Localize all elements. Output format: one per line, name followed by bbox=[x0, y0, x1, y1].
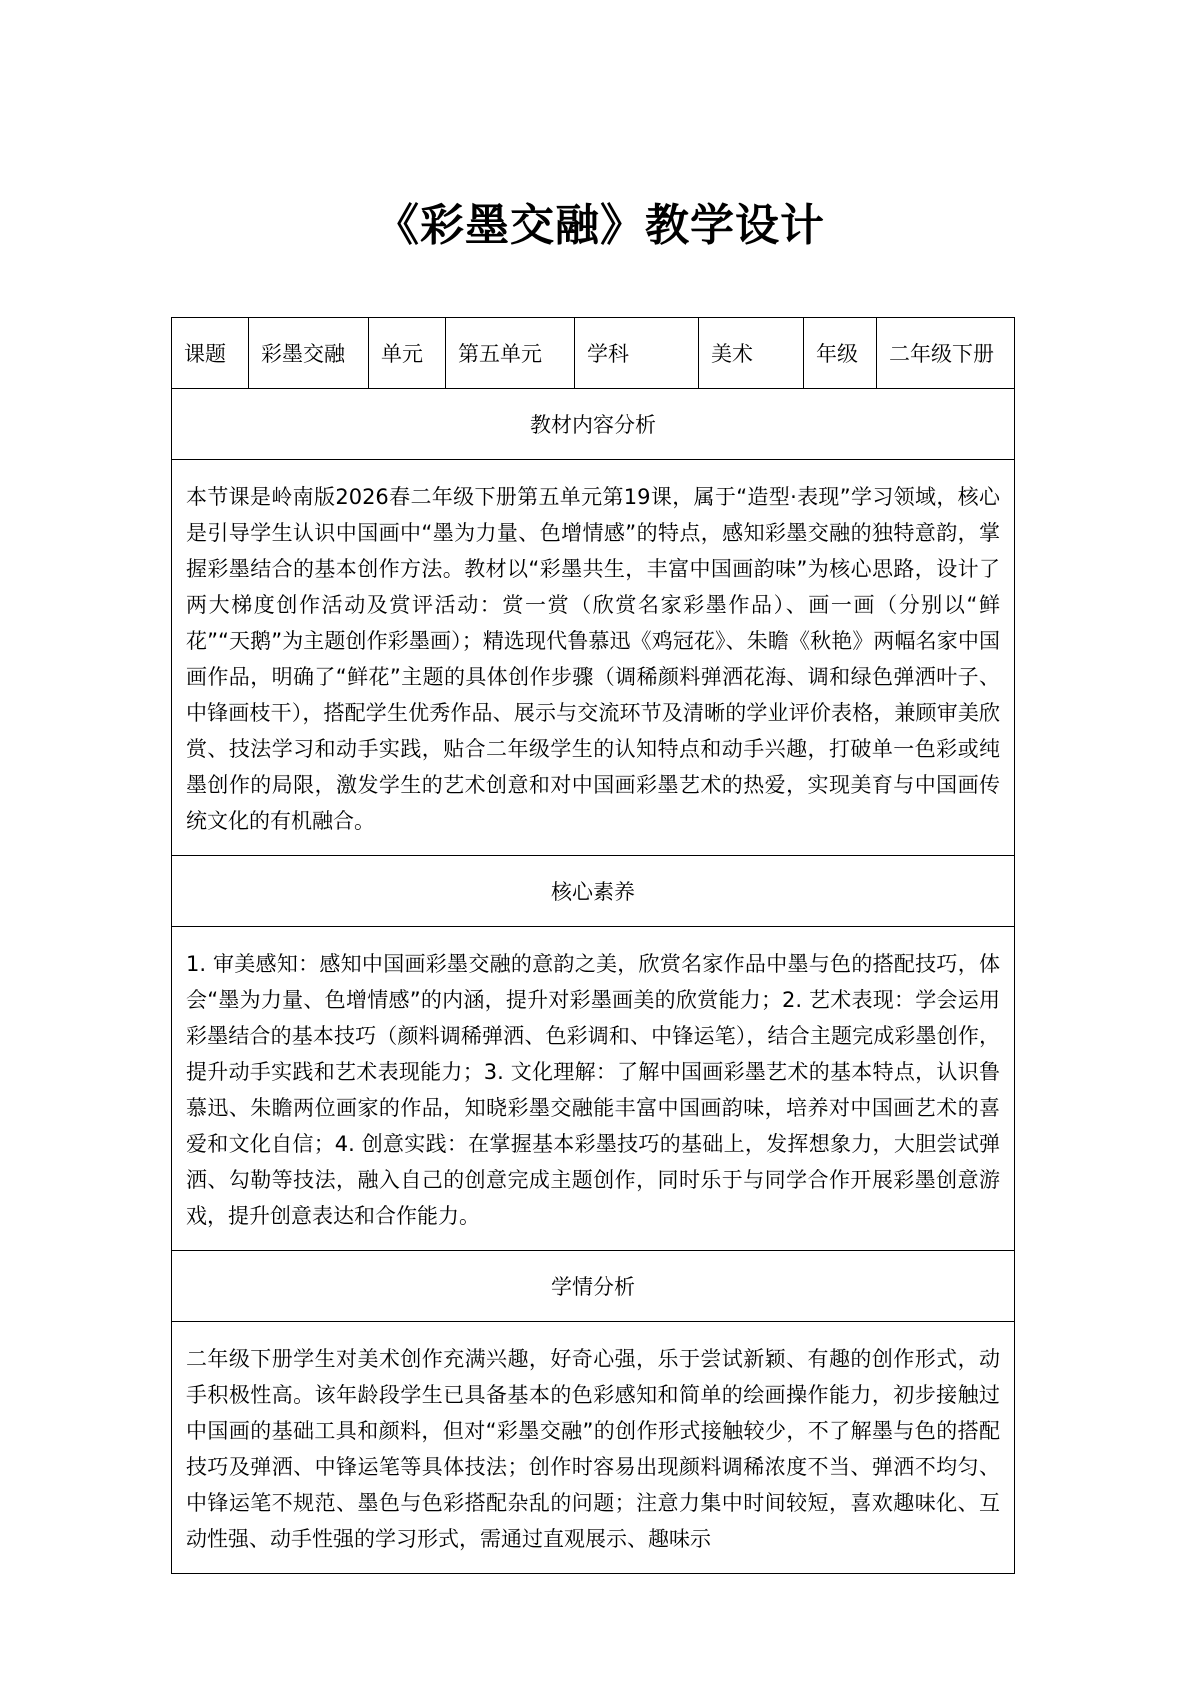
section-body-student-analysis: 二年级下册学生对美术创作充满兴趣，好奇心强，乐于尝试新颖、有趣的创作形式，动手积极性高。该年龄段学生已具备基本的色彩感知和简单的绘画操作能力，初步接触过中国画的基础工具和颜料，但对“彩墨交融”的创作形式接触较少，不了解墨与色的搭配技巧及弹洒、中锋运笔等具体技法；创作时容易出现颜料调稀浓度不当、弹洒不均匀、中锋运笔不规范、墨色与色彩搭配杂乱的问题；注意力集中时间较短，喜欢趣味化、互动性强、动手性强的学习形式，需通过直观展示、趣味示 bbox=[186, 1347, 1000, 1551]
grade-label: 年级 bbox=[804, 318, 877, 389]
topic-value: 彩墨交融 bbox=[249, 318, 369, 389]
section-body-row bbox=[172, 1322, 1015, 1574]
subject-value: 美术 bbox=[699, 318, 804, 389]
section-header-row bbox=[172, 389, 1015, 460]
section-heading-student-analysis: 学情分析 bbox=[172, 1251, 1015, 1322]
unit-label: 单元 bbox=[369, 318, 446, 389]
unit-value: 第五单元 bbox=[446, 318, 575, 389]
section-header-row bbox=[172, 856, 1015, 927]
section-header-row bbox=[172, 1251, 1015, 1322]
grade-value: 二年级下册 bbox=[877, 318, 1015, 389]
section-heading-core-literacy: 核心素养 bbox=[172, 856, 1015, 927]
section-heading-textbook-analysis: 教材内容分析 bbox=[172, 389, 1015, 460]
info-row bbox=[172, 318, 1015, 389]
subject-label: 学科 bbox=[575, 318, 699, 389]
section-body-textbook-analysis: 本节课是岭南版2026春二年级下册第五单元第19课，属于“造型·表现”学习领域，核心是引导学生认识中国画中“墨为力量、色增情感”的特点，感知彩墨交融的独特意韵，掌握彩墨结合的基本创作方法。教材以“彩墨共生，丰富中国画韵味”为核心思路，设计了两大梯度创作活动及赏评活动：赏一赏（欣赏名家彩墨作品）、画一画（分别以“鲜花”“天鹅”为主题创作彩墨画）；精选现代鲁慕迅《鸡冠花》、朱瞻《秋艳》两幅名家中国画作品，明确了“鲜花”主题的具体创作步骤（调稀颜料弹洒花海、调和绿色弹洒叶子、中锋画枝干），搭配学生优秀作品、展示与交流环节及清晰的学业评价表格，兼顾审美欣赏、技法学习和动手实践，贴合二年级学生的认知特点和动手兴趣，打破单一色彩或纯墨创作的局限，激发学生的艺术创意和对中国画彩墨艺术的热爱，实现美育与中国画传统文化的有机融合。 bbox=[172, 460, 1015, 856]
section-body-row bbox=[172, 927, 1015, 1251]
section-body-student-analysis-cell bbox=[172, 1322, 1015, 1574]
topic-label: 课题 bbox=[172, 318, 249, 389]
lesson-plan-table bbox=[171, 317, 1015, 1574]
document-title: 《彩墨交融》教学设计 bbox=[375, 200, 825, 251]
section-body-row bbox=[172, 460, 1015, 856]
section-body-core-literacy: 1. 审美感知：感知中国画彩墨交融的意韵之美，欣赏名家作品中墨与色的搭配技巧，体会“墨为力量、色增情感”的内涵，提升对彩墨画美的欣赏能力；2. 艺术表现：学会运用彩墨结合的基本技巧（颜料调稀弹洒、色彩调和、中锋运笔），结合主题完成彩墨创作，提升动手实践和艺术表现能力；3. 文化理解：了解中国画彩墨艺术的基本特点，认识鲁慕迅、朱瞻两位画家的作品，知晓彩墨交融能丰富中国画韵味，培养对中国画艺术的喜爱和文化自信；4. 创意实践：在掌握基本彩墨技巧的基础上，发挥想象力，大胆尝试弹洒、勾勒等技法，融入自己的创意完成主题创作，同时乐于与同学合作开展彩墨创意游戏，提升创意表达和合作能力。 bbox=[172, 927, 1015, 1251]
